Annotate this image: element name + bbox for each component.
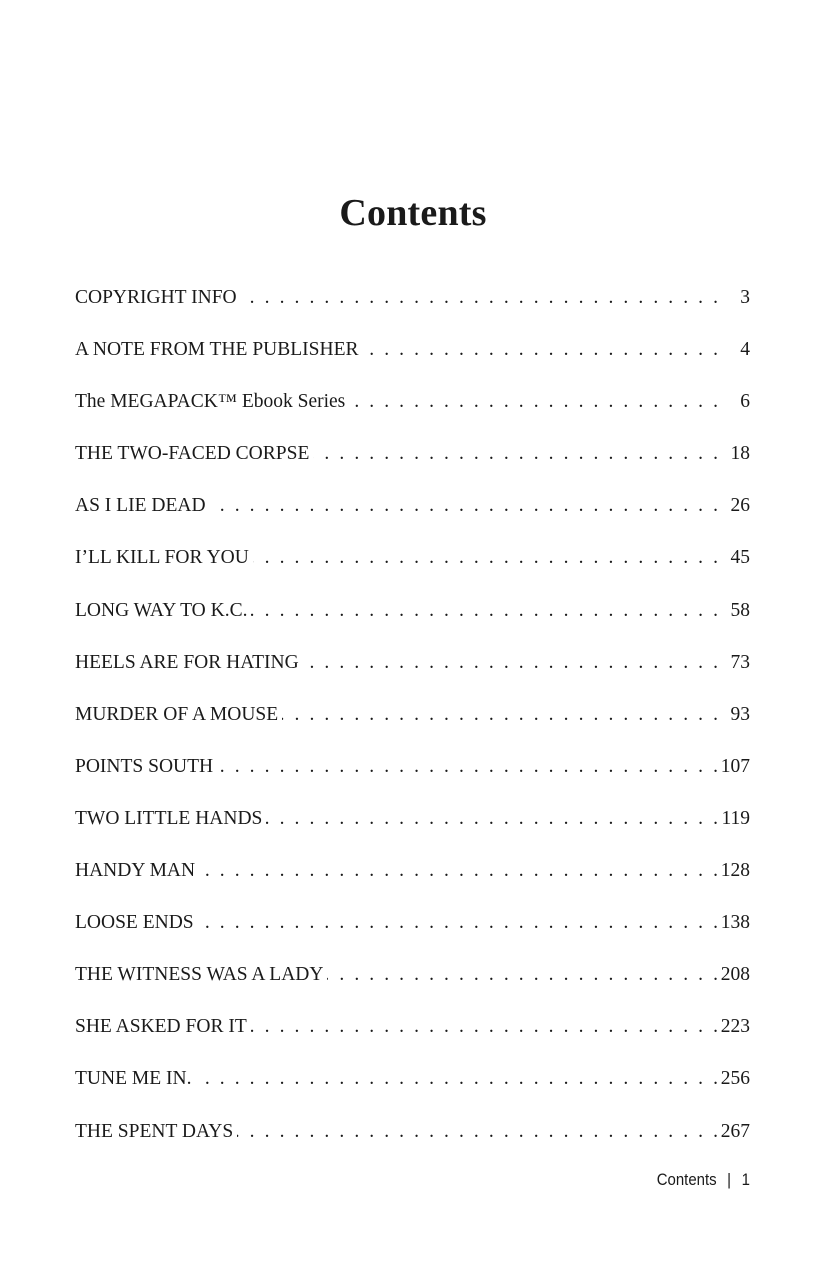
toc-entry-title: I’LL KILL FOR YOU [75, 547, 249, 569]
toc-page-number: 3 [740, 287, 750, 308]
toc-entry-title: The MEGAPACK™ Ebook Series [75, 391, 346, 413]
dot-leader [217, 753, 718, 781]
toc-entry-title: THE WITNESS WAS A LADY [75, 964, 324, 986]
toc-entry-title: MURDER OF A MOUSE [75, 703, 279, 725]
page-title: Contents [339, 192, 487, 234]
toc-entry-title: LOOSE ENDS [75, 912, 194, 934]
toc-entry-title: SHE ASKED FOR IT [75, 1016, 247, 1038]
dot-leader [363, 336, 718, 364]
toc-entry-title: THE SPENT DAYS [75, 1120, 234, 1142]
toc-page-number: 256 [720, 1068, 750, 1090]
toc-entry-title: HEELS ARE FOR HATING [75, 651, 299, 673]
toc-entry[interactable] [75, 753, 750, 805]
dot-leader [349, 388, 718, 416]
page-footer [657, 1169, 750, 1191]
dot-leader [251, 1013, 718, 1041]
toc-page-number: 18 [730, 443, 750, 465]
toc-entry[interactable] [75, 805, 750, 857]
toc-entry[interactable] [75, 649, 750, 701]
toc-entry[interactable] [75, 440, 750, 492]
toc-entry[interactable] [75, 597, 750, 649]
toc-page-number: 73 [730, 651, 750, 673]
footer-page-number: 1 [741, 1170, 750, 1189]
dot-leader [210, 492, 718, 520]
toc-entry-title: LONG WAY TO K.C. [75, 599, 248, 621]
toc-page-number: 6 [740, 391, 750, 413]
toc-page-number: 26 [730, 495, 750, 517]
dot-leader [195, 1065, 718, 1093]
toc-entry-title: THE TWO-FACED CORPSE [75, 443, 310, 465]
toc-page-number: 138 [720, 912, 750, 934]
dot-leader [253, 544, 718, 572]
toc-entry-title: TWO LITTLE HANDS [75, 807, 263, 829]
toc-entry-title: HANDY MAN [75, 860, 196, 882]
dot-leader [266, 805, 718, 833]
dot-leader [237, 1118, 718, 1146]
toc-entry[interactable] [75, 1065, 750, 1117]
dot-leader [241, 284, 718, 312]
toc-entry[interactable] [75, 1013, 750, 1065]
toc-entry[interactable] [75, 909, 750, 961]
toc-entry[interactable] [75, 388, 750, 440]
toc-entry-title: POINTS SOUTH [75, 755, 214, 777]
toc-page-number: 128 [720, 860, 750, 882]
toc-page-number: 267 [720, 1120, 750, 1142]
toc-page-number: 45 [730, 547, 750, 569]
toc-entry-title: AS I LIE DEAD [75, 495, 206, 517]
toc-page-number: 107 [720, 755, 750, 777]
dot-leader [282, 701, 718, 729]
dot-leader [198, 909, 718, 937]
dot-leader [313, 440, 718, 468]
toc-entry[interactable] [75, 701, 750, 753]
dot-leader [199, 857, 718, 885]
table-of-contents [75, 284, 750, 1170]
footer-separator: | [727, 1170, 732, 1189]
toc-page-number: 119 [721, 807, 750, 829]
footer-section-name: Contents [656, 1170, 717, 1189]
dot-leader [251, 597, 718, 625]
toc-page-number: 208 [720, 964, 750, 986]
toc-entry[interactable] [75, 492, 750, 544]
toc-page-number: 58 [730, 599, 750, 621]
toc-entry[interactable] [75, 961, 750, 1013]
toc-entry-title: TUNE ME IN. [75, 1068, 192, 1090]
toc-entry[interactable] [75, 857, 750, 909]
toc-page-number: 4 [740, 339, 750, 361]
toc-entry[interactable] [75, 1118, 750, 1170]
toc-entry[interactable] [75, 284, 750, 336]
toc-entry[interactable] [75, 336, 750, 388]
toc-page-number: 93 [730, 703, 750, 725]
toc-entry[interactable] [75, 544, 750, 596]
toc-entry-title: COPYRIGHT INFO [75, 287, 237, 308]
dot-leader [327, 961, 718, 989]
toc-page-number: 223 [720, 1016, 750, 1038]
toc-entry-title: A NOTE FROM THE PUBLISHER [75, 339, 359, 361]
dot-leader [303, 649, 718, 677]
